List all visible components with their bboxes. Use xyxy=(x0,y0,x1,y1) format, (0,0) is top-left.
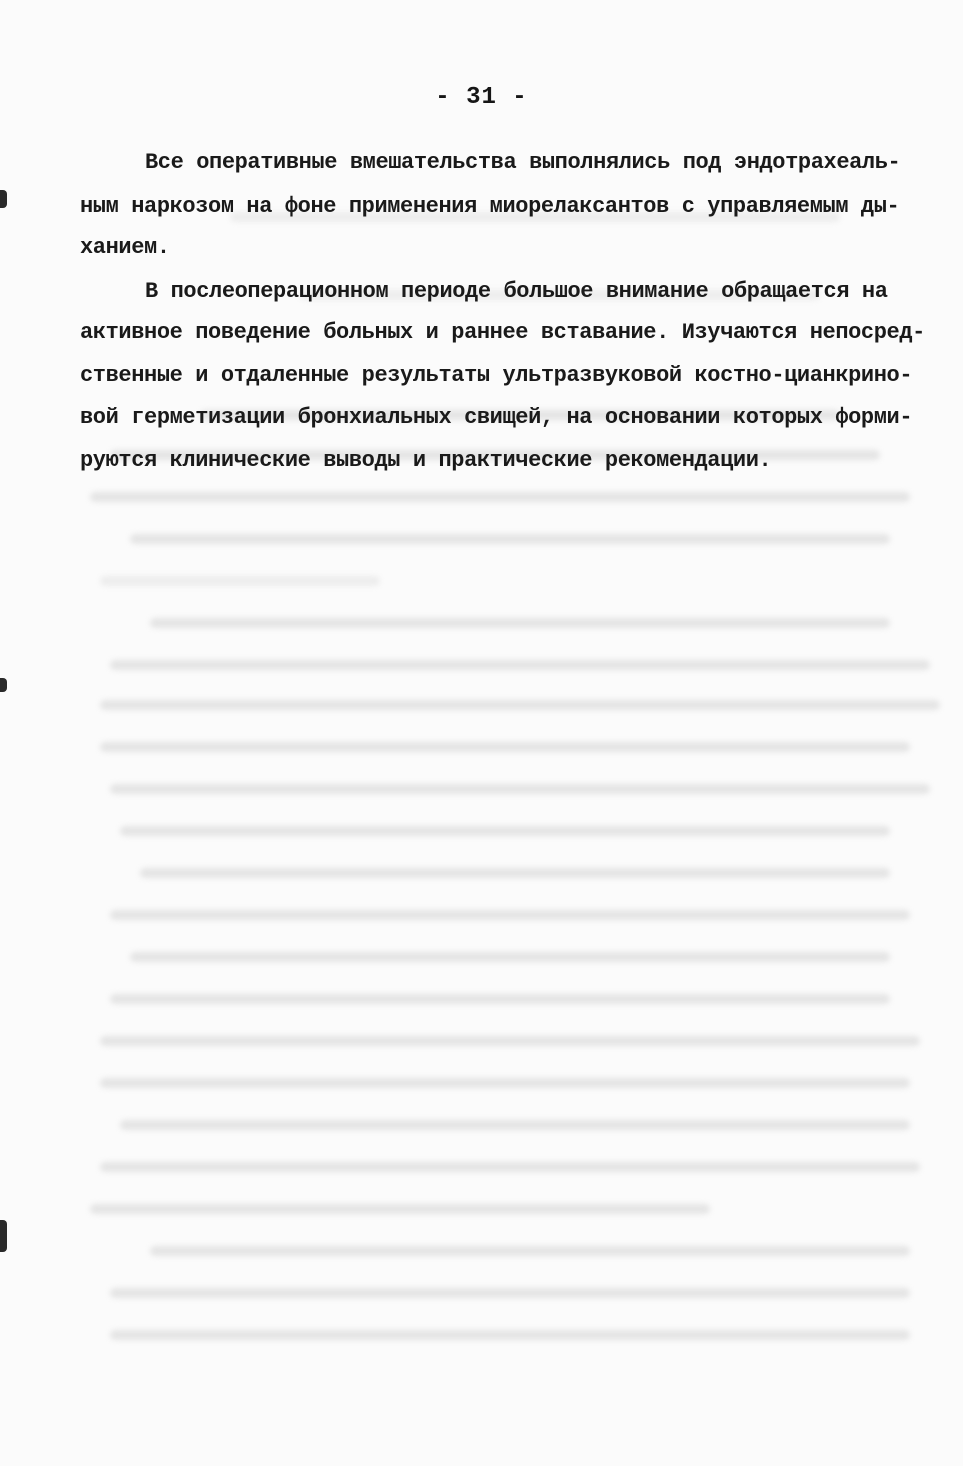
paragraph-line: ным наркозом на фоне применения миорелаксантов с управляемым ды- xyxy=(80,194,900,219)
paragraph-line: ственные и отдаленные результаты ультразвуковой костно-цианкрино- xyxy=(80,363,913,388)
paragraph-line: Все оперативные вмешательства выполнялись под эндотрахеаль- xyxy=(145,150,901,175)
scan-edge-mark xyxy=(0,190,7,208)
paragraph-line: руются клинические выводы и практические рекомендации. xyxy=(80,448,772,473)
paragraph-line: ханием. xyxy=(80,235,170,260)
paragraph-line: вой герметизации бронхиальных свищей, на основании которых форми- xyxy=(80,405,913,430)
page-number: - 31 - xyxy=(435,84,528,111)
scan-edge-mark xyxy=(0,1220,7,1252)
paragraph-line: В послеоперационном периоде большое внимание обращается на xyxy=(145,279,888,304)
scan-edge-mark xyxy=(0,678,7,692)
paragraph-line: активное поведение больных и раннее вставание. Изучаются непосред- xyxy=(80,320,925,345)
